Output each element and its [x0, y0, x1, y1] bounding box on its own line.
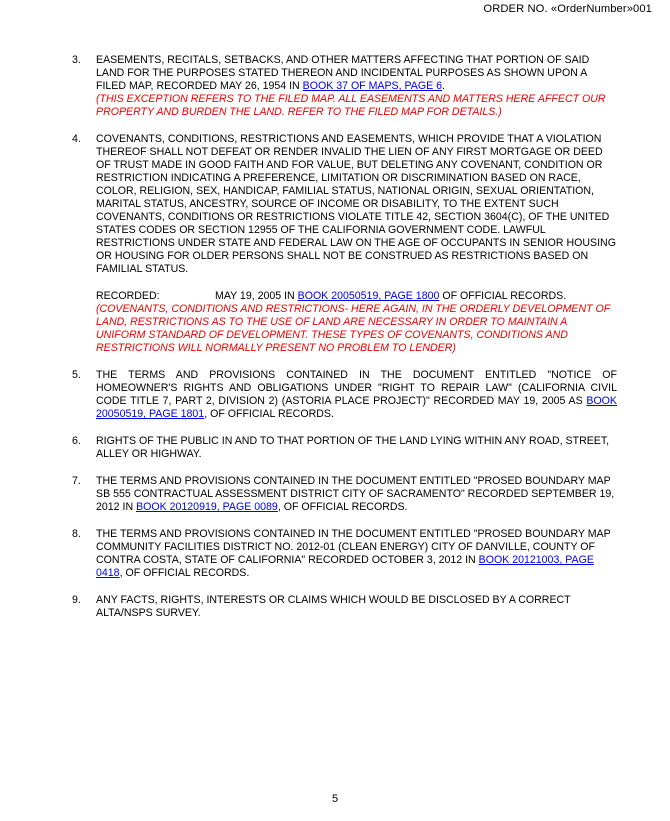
exception-note: (COVENANTS, CONDITIONS AND RESTRICTIONS- HERE AGAIN, IN THE ORDERLY DEVELOPMENT OF LAND, RESTRICTIONS AS TO THE USE OF LAND ARE NECESSARY IN ORDER TO MAINTAIN A UNIFORM STANDARD OF DEVELOPMENT. THESE TYPES OF COVENANTS, CONDITIONS AND RESTRICTIONS WILL NORMALLY PRESENT NO PROBLEM TO LENDER) [96, 303, 611, 354]
item-text [96, 369, 617, 421]
exception-item-6 [72, 435, 617, 461]
item-text: ANY FACTS, RIGHTS, INTERESTS OR CLAIMS WHICH WOULD BE DISCLOSED BY A CORRECT ALTA/NSPS SURVEY. [96, 594, 571, 619]
item-text [96, 528, 617, 580]
item-text-part: . [442, 80, 445, 92]
recorded-book-link[interactable]: BOOK 20121003, PAGE 0418 [96, 554, 594, 579]
item-text-part: EASEMENTS, RECITALS, SETBACKS, AND OTHER MATTERS AFFECTING THAT PORTION OF SAID LAND FOR THE PURPOSES STATED THEREON AND INCIDENTAL PURPOSES AS SHOWN UPON A FILED MAP, RECORDED MAY 26, 1954 IN [96, 54, 590, 92]
item-text-part: , OF OFFICIAL RECORDS. [119, 567, 250, 579]
item-number: 6. [72, 435, 81, 447]
exception-item-8 [72, 528, 617, 580]
item-text [96, 475, 617, 514]
exception-item-9 [72, 594, 617, 620]
item-number: 3. [72, 54, 81, 66]
exception-item-7 [72, 475, 617, 514]
item-text-part: , OF OFFICIAL RECORDS. [204, 408, 334, 420]
item-number: 7. [72, 475, 81, 487]
exception-item-3 [72, 54, 617, 119]
page-number: 5 [331, 793, 339, 805]
recorded-book-link[interactable]: BOOK 20120919, PAGE 0089 [136, 501, 278, 513]
recorded-book-link[interactable]: BOOK 20050519, PAGE 1800 [297, 290, 440, 302]
exception-note: (THIS EXCEPTION REFERS TO THE FILED MAP. ALL EASEMENTS AND MATTERS HERE AFFECT OUR PROPERTY AND BURDEN THE LAND. REFER TO THE FILED MAP FOR DETAILS.) [96, 93, 606, 118]
item-text [96, 54, 617, 93]
recorded-line [96, 290, 617, 303]
item-text-part: THE TERMS AND PROVISIONS CONTAINED IN THE DOCUMENT ENTITLED "NOTICE OF HOMEOWNER'S RIGHTS AND OBLIGATIONS UNDER "RIGHT TO REPAIR LAW" (CALIFORNIA CIVIL CODE TITLE 7, PART 2, DIVISION 2) (ASTORIA PLACE PROJECT)" RECORDED MAY 19, 2005 AS [96, 369, 617, 407]
recorded-map-link[interactable]: BOOK 37 OF MAPS, PAGE 6 [302, 80, 442, 92]
item-text-part: THE TERMS AND PROVISIONS CONTAINED IN THE DOCUMENT ENTITLED "PROSED BOUNDARY MAP COMMUNITY FACILITIES DISTRICT NO. 2012-01 (CLEAN ENERGY) CITY OF DANVILLE, COUNTY OF CONTRA COSTA, STATE OF CALIFORNIA" RECORDED OCTOBER 3, 2012 IN [96, 528, 611, 566]
item-text-part: , OF OFFICIAL RECORDS. [277, 501, 408, 513]
exceptions-list [72, 54, 617, 620]
item-number: 9. [72, 594, 81, 606]
recorded-book-link[interactable]: BOOK 20050519, PAGE 1801 [96, 395, 617, 420]
item-text: COVENANTS, CONDITIONS, RESTRICTIONS AND EASEMENTS, WHICH PROVIDE THAT A VIOLATION THEREOF SHALL NOT DEFEAT OR RENDER INVALID THE LIEN OF ANY FIRST MORTGAGE OR DEED OF TRUST MADE IN GOOD FAITH AND FOR VALUE, BUT DELETING ANY COVENANT, CONDITION OR RESTRICTION INDICATING A PREFERENCE, LIMITATION OR DISCRIMINATION BASED ON RACE, COLOR, RELIGION, SEX, HANDICAP, FAMILIAL STATUS, NATIONAL ORIGIN, SEXUAL ORIENTATION, MARITAL STATUS, ANCESTRY, SOURCE OF INCOME OR DISABILITY, TO THE EXTENT SUCH COVENANTS, CONDITIONS OR RESTRICTIONS VIOLATE TITLE 42, SECTION 3604(C), OF THE UNITED STATES CODES OR SECTION 12955 OF THE CALIFORNIA GOVERNMENT CODE. LAWFUL RESTRICTIONS UNDER STATE AND FEDERAL LAW ON THE AGE OF OCCUPANTS IN SENIOR HOUSING OR HOUSING FOR OLDER PERSONS SHALL NOT BE CONSTRUED AS RESTRICTIONS BASED ON FAMILIAL STATUS. [96, 133, 616, 275]
order-number-header: ORDER NO. «OrderNumber»001 [483, 3, 652, 15]
item-number: 8. [72, 528, 81, 540]
recorded-after: OF OFFICIAL RECORDS. [439, 290, 567, 302]
exception-item-4 [72, 133, 617, 355]
item-number: 5. [72, 369, 81, 381]
recorded-label: RECORDED: [96, 290, 160, 302]
recorded-date: MAY 19, 2005 IN [215, 290, 298, 302]
item-text: RIGHTS OF THE PUBLIC IN AND TO THAT PORTION OF THE LAND LYING WITHIN ANY ROAD, STREET, ALLEY OR HIGHWAY. [96, 435, 610, 460]
exception-item-5 [72, 369, 617, 421]
item-text-part: THE TERMS AND PROVISIONS CONTAINED IN THE DOCUMENT ENTITLED "PROSED BOUNDARY MAP SB 555 CONTRACTUAL ASSESSMENT DISTRICT CITY OF SACRAMENTO" RECORDED SEPTEMBER 19, 2012 IN [96, 475, 615, 513]
item-number: 4. [72, 133, 81, 145]
